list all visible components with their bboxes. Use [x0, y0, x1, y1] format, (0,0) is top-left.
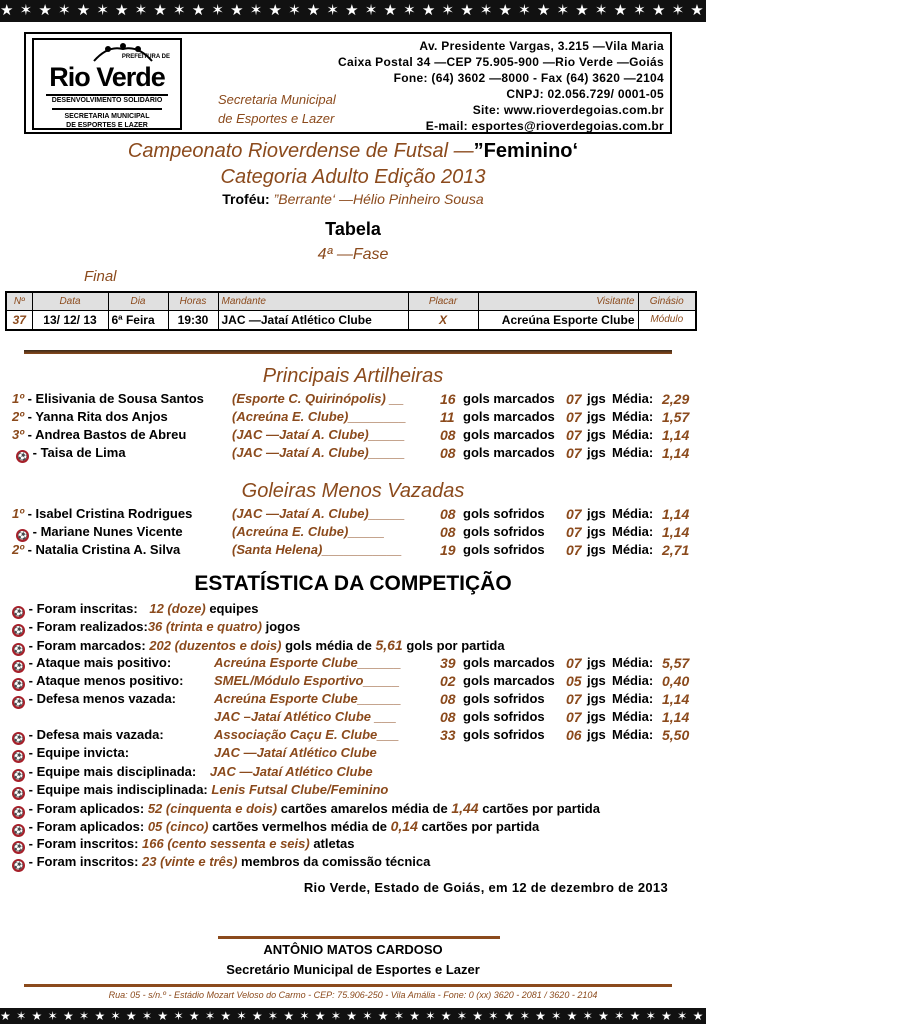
estatistica-title: ESTATÍSTICA DA COMPETIÇÃO — [194, 572, 512, 595]
goals-label: gols sofridos — [463, 506, 545, 521]
list-item: ⚽ - Foram inscritos: 23 (vinte e três) membros da comissão técnica — [13, 854, 431, 870]
soccer-ball-icon: ⚽ — [13, 752, 24, 761]
stat-team: JAC —Jataí Atlético Clube — [209, 764, 373, 779]
team-name: (JAC —Jataí A. Clube)_____ — [232, 445, 405, 460]
championship-title — [0, 140, 706, 163]
stat-suffix: atletas — [313, 836, 355, 851]
goals-value: 08 — [440, 709, 456, 725]
stat-suffix: membros da comissão técnica — [241, 854, 431, 869]
goals-label: gols marcados — [463, 391, 555, 406]
games-label: jgs — [587, 409, 606, 424]
games-value: 07 — [566, 524, 582, 540]
stat-label: Foram aplicados: — [36, 819, 145, 834]
team-name: (Santa Helena)___________ — [232, 542, 402, 557]
list-item: ⚽ - Defesa menos vazada: Acreúna Esporte Clube______ 08 gols sofridos 07 jgs Média: 1,14 — [13, 691, 690, 707]
place-date: Rio Verde, Estado de Goiás, em 12 de dezembro de 2013 — [303, 880, 668, 895]
list-item: 1º - Elisivania de Sousa Santos (Esporte C. Quirinópolis) __ 16 gols marcados 07 jgs Média: 2,29 — [12, 391, 690, 407]
stat-label: Equipe mais disciplinada: — [36, 764, 197, 779]
list-item: ⚽ - Equipe mais disciplinada: JAC —Jataí Atlético Clube — [13, 764, 373, 780]
games-label: jgs — [587, 655, 606, 670]
list-item: ⚽ - Equipe invicta: JAC —Jataí Atlético Clube — [13, 745, 377, 761]
team-name: (Acreúna E. Clube)________ — [232, 409, 407, 424]
list-item: ⚽ - Foram marcados: 202 (duzentos e dois) gols média de 5,61 gols por partida — [13, 637, 505, 654]
games-value: 07 — [566, 409, 582, 425]
games-label: jgs — [587, 673, 606, 688]
game-mandante: JAC —Jataí Atlético Clube — [218, 310, 408, 330]
player-name: Elisivania de Sousa Santos — [35, 391, 204, 406]
soccer-ball-icon: ⚽ — [13, 861, 24, 870]
goals-value: 08 — [440, 445, 456, 461]
games-label: jgs — [587, 542, 606, 557]
avg-value: 1,14 — [662, 445, 690, 461]
player-name: Natalia Cristina A. Silva — [35, 542, 181, 557]
stat-value: 23 (vinte e três) — [142, 854, 238, 869]
rank-label: 2º — [12, 409, 24, 424]
stat-label: Foram marcados: — [36, 638, 146, 653]
goals-label: gols sofridos — [463, 709, 545, 724]
stat-team: Lenis Futsal Clube/Feminino — [211, 782, 389, 797]
avg-value: 1,14 — [662, 524, 690, 540]
goals-value: 08 — [440, 427, 456, 443]
stat-avg: 1,44 — [451, 800, 479, 816]
games-value: 07 — [566, 391, 582, 407]
col-mandante: Mandante — [218, 292, 408, 310]
avg-label: Média: — [612, 427, 654, 442]
tabela-heading: Tabela — [325, 219, 381, 239]
avg-value: 1,14 — [662, 691, 690, 707]
contact-caixa: Caixa Postal 34 —CEP 75.905-900 —Rio Verde —Goiás — [338, 55, 664, 69]
col-placar: Placar — [408, 292, 478, 310]
game-dia: 6ª Feira — [108, 310, 168, 330]
goleiras-title: Goleiras Menos Vazadas — [241, 480, 465, 502]
stat-value: 166 (cento sessenta e seis) — [142, 836, 310, 851]
player-name: Yanna Rita dos Anjos — [35, 409, 168, 424]
stat-team: SMEL/Módulo Esportivo_____ — [214, 673, 400, 688]
stat-suffix: equipes — [209, 601, 259, 616]
stat-team: JAC —Jataí Atlético Clube — [214, 745, 377, 760]
soccer-ball-icon: ⚽ — [13, 808, 24, 817]
rank-label: 3º — [12, 427, 24, 442]
goals-value: 16 — [440, 391, 456, 407]
avg-label: Média: — [612, 727, 654, 742]
avg-label: Média: — [612, 409, 654, 424]
game-placar: X — [408, 310, 478, 330]
games-label: jgs — [587, 691, 606, 706]
divider — [24, 984, 672, 987]
avg-label: Média: — [612, 673, 654, 688]
games-value: 07 — [566, 691, 582, 707]
list-item: ⚽ - Ataque mais positivo: Acreúna Esporte Clube______ 39 gols marcados 07 jgs Média: 5,57 — [13, 655, 690, 671]
stat-label: Foram inscritas: — [36, 601, 138, 616]
player-name: Taisa de Lima — [40, 445, 126, 460]
avg-label: Média: — [612, 691, 654, 706]
col-visitante: Visitante — [478, 292, 638, 310]
stat-mid: gols média de — [285, 638, 372, 653]
games-label: jgs — [587, 445, 606, 460]
trofeu-label: Troféu: — [222, 191, 270, 207]
contact-email[interactable]: E-mail: esportes@rioverdegoias.com.br — [425, 119, 664, 133]
avg-value: 1,14 — [662, 506, 690, 522]
goals-label: gols marcados — [463, 409, 555, 424]
games-value: 07 — [566, 655, 582, 671]
stat-label: Defesa mais vazada: — [36, 727, 164, 742]
avg-value: 2,29 — [662, 391, 690, 407]
avg-value: 1,14 — [662, 709, 690, 725]
stat-label: Foram inscritos: — [36, 854, 139, 869]
games-label: jgs — [587, 524, 606, 539]
stat-avg: 0,14 — [390, 818, 418, 834]
title-feminino: ”Feminino‘ — [473, 140, 579, 162]
stat-value: 12 (doze) — [149, 601, 206, 616]
avg-value: 0,40 — [662, 673, 690, 689]
stat-value: 202 (duzentos e dois) — [149, 638, 282, 653]
stat-label: Ataque mais positivo: — [36, 655, 172, 670]
game-horas: 19:30 — [168, 310, 218, 330]
games-value: 07 — [566, 506, 582, 522]
list-item: ⚽ - Foram aplicados: 52 (cinquenta e dois) cartões amarelos média de 1,44 cartões por partida — [13, 800, 600, 817]
avg-label: Média: — [612, 542, 654, 557]
avg-label: Média: — [612, 506, 654, 521]
goals-value: 33 — [440, 727, 456, 743]
star-border-bottom: ★ ✶ ★ ✶ ★ ✶ ★ ✶ ★ ✶ ★ ✶ ★ ✶ ★ ✶ ★ ✶ ★ ✶ ★ ✶ ★ ✶ ★ ✶ ★ ✶ ★ ✶ ★ ✶ ★ ✶ ★ ✶ ★ ✶ ★ ✶ ★ ✶ ★ ✶ ★ ✶ ★ — [0, 1009, 736, 1023]
list-item: 3º - Andrea Bastos de Abreu (JAC —Jataí A. Clube)_____ 08 gols marcados 07 jgs Média: 1,14 — [12, 427, 690, 443]
category-title: Categoria Adulto Edição 2013 — [220, 166, 486, 188]
list-item: 2º - Yanna Rita dos Anjos (Acreúna E. Clube)________ 11 gols marcados 07 jgs Média: 1,57 — [12, 409, 690, 425]
avg-label: Média: — [612, 391, 654, 406]
final-label: Final — [84, 268, 117, 285]
stat-label: Equipe invicta: — [36, 745, 130, 760]
stat-value: 52 (cinquenta e dois) — [147, 801, 278, 816]
games-label: jgs — [587, 727, 606, 742]
games-label: jgs — [587, 709, 606, 724]
list-item: 1º - Isabel Cristina Rodrigues (JAC —Jataí A. Clube)_____ 08 gols sofridos 07 jgs Média: 1,14 — [12, 506, 690, 522]
goals-label: gols sofridos — [463, 542, 545, 557]
goals-value: 19 — [440, 542, 456, 558]
stat-label: Foram aplicados: — [36, 801, 145, 816]
soccer-ball-icon: ⚽ — [17, 452, 28, 461]
goals-label: gols marcados — [463, 655, 555, 670]
games-value: 05 — [566, 673, 582, 689]
soccer-ball-icon: ⚽ — [13, 826, 24, 835]
stat-team: JAC –Jataí Atlético Clube ___ — [214, 709, 397, 724]
soccer-ball-icon: ⚽ — [13, 734, 24, 743]
list-item: ⚽ - Foram aplicados: 05 (cinco) cartões vermelhos média de 0,14 cartões por partida — [13, 818, 540, 835]
stat-mid: cartões amarelos média de — [280, 801, 448, 816]
avg-value: 5,50 — [662, 727, 690, 743]
games-label: jgs — [587, 427, 606, 442]
goals-value: 08 — [440, 691, 456, 707]
signature-line — [218, 936, 500, 939]
list-item: ⚽ - Foram realizados:36 (trinta e quatro) jogos — [13, 619, 301, 635]
stat-suffix: cartões por partida — [482, 801, 600, 816]
secretaria-line1: Secretaria Municipal — [218, 92, 336, 107]
secretaria-label — [218, 90, 336, 128]
team-name: (JAC —Jataí A. Clube)_____ — [232, 427, 405, 442]
goals-value: 11 — [440, 409, 455, 425]
stat-team: Associação Caçu E. Clube___ — [214, 727, 399, 742]
goals-value: 08 — [440, 506, 456, 522]
games-value: 07 — [566, 445, 582, 461]
rank-label: 1º — [12, 391, 24, 406]
avg-label: Média: — [612, 655, 654, 670]
logo-dept-line1: SECRETARIA MUNICIPAL — [64, 113, 150, 120]
artilheiras-title: Principais Artilheiras — [262, 365, 444, 387]
soccer-ball-icon: ⚽ — [13, 626, 24, 635]
goals-value: 02 — [440, 673, 456, 689]
goals-label: gols sofridos — [463, 691, 545, 706]
table-row — [6, 310, 696, 330]
avg-value: 1,57 — [662, 409, 690, 425]
list-item: ⚽ - Foram inscritos: 166 (cento sessenta e seis) atletas — [13, 836, 355, 852]
trofeu — [0, 191, 706, 207]
logo-department — [52, 108, 162, 130]
stat-team: Acreúna Esporte Clube______ — [214, 655, 402, 670]
contact-cnpj: CNPJ: 02.056.729/ 0001-05 — [506, 87, 664, 101]
fase-heading: 4ª —Fase — [317, 246, 389, 263]
stat-value: 36 (trinta e quatro) — [147, 619, 262, 634]
avg-value: 5,57 — [662, 655, 690, 671]
soccer-ball-icon: ⚽ — [13, 680, 24, 689]
soccer-ball-icon: ⚽ — [13, 771, 24, 780]
soccer-ball-icon: ⚽ — [13, 645, 24, 654]
soccer-ball-icon: ⚽ — [13, 789, 24, 798]
goals-value: 08 — [440, 524, 456, 540]
trofeu-value: ”Berrante‘ —Hélio Pinheiro Sousa — [273, 191, 484, 207]
logo-dept-line2: DE ESPORTES E LAZER — [66, 122, 148, 129]
stat-label: Ataque menos positivo: — [36, 673, 184, 688]
games-value: 07 — [566, 709, 582, 725]
col-ginasio: Ginásio — [638, 292, 696, 310]
goals-label: gols sofridos — [463, 524, 545, 539]
stat-label: Foram realizados: — [36, 619, 148, 634]
star-border-top: ★ ✶ ★ ✶ ★ ✶ ★ ✶ ★ ✶ ★ ✶ ★ ✶ ★ ✶ ★ ✶ ★ ✶ ★ ✶ ★ ✶ ★ ✶ ★ ✶ ★ ✶ ★ ✶ ★ ✶ ★ ✶ ★ ✶ ★ ✶ ★ ✶ ★ ✶ ★ ✶ ★ — [0, 0, 706, 22]
list-item: ⚽ - Taisa de Lima (JAC —Jataí A. Clube)_____ 08 gols marcados 07 jgs Média: 1,14 — [17, 445, 690, 461]
stat-value: 05 (cinco) — [147, 819, 209, 834]
athletes-icon — [88, 43, 158, 63]
soccer-ball-icon: ⚽ — [17, 531, 28, 540]
games-table — [5, 291, 697, 331]
list-item: ⚽ - Defesa mais vazada: Associação Caçu E. Clube___ 33 gols sofridos 06 jgs Média: 5,50 — [13, 727, 690, 743]
games-label: jgs — [587, 506, 606, 521]
list-item: ⚽ - Foram inscritas: 12 (doze) equipes — [13, 601, 259, 617]
stat-suffix: gols por partida — [406, 638, 505, 653]
goals-value: 39 — [440, 655, 456, 671]
soccer-ball-icon: ⚽ — [13, 608, 24, 617]
soccer-ball-icon: ⚽ — [13, 698, 24, 707]
goals-label: gols marcados — [463, 673, 555, 688]
contact-fone: Fone: (64) 3602 —8000 - Fax (64) 3620 —2104 — [393, 71, 664, 85]
games-table-header — [6, 292, 696, 310]
divider — [24, 350, 672, 354]
games-value: 07 — [566, 542, 582, 558]
logo-tagline: DESENVOLVIMENTO SOLIDÁRIO — [46, 94, 168, 104]
avg-label: Média: — [612, 709, 654, 724]
team-name: (Acreúna E. Clube)_____ — [232, 524, 385, 539]
footer-address: Rua: 05 - s/n.º - Estádio Mozart Veloso do Carmo - CEP: 75.906-250 - Vila Amália - Fone: 0 (xx) 3620 - 2081 / 3620 - 2104 — [108, 990, 598, 1000]
game-visitante: Acreúna Esporte Clube — [478, 310, 638, 330]
stat-label: Equipe mais indisciplinada: — [36, 782, 208, 797]
col-horas: Horas — [168, 292, 218, 310]
rank-label: 2º — [12, 542, 24, 557]
games-value: 07 — [566, 427, 582, 443]
secretaria-line2: de Esportes e Lazer — [218, 111, 335, 126]
letterhead — [24, 32, 672, 134]
player-name: Isabel Cristina Rodrigues — [35, 506, 193, 521]
col-num: Nº — [6, 292, 32, 310]
game-num: 37 — [6, 310, 32, 330]
contact-site[interactable]: Site: www.rioverdegoias.com.br — [472, 103, 664, 117]
games-value: 06 — [566, 727, 582, 743]
team-name: (Esporte C. Quirinópolis) __ — [232, 391, 404, 406]
list-item: ⚽ - Equipe mais indisciplinada: Lenis Futsal Clube/Feminino — [13, 782, 389, 798]
stat-label: Foram inscritos: — [36, 836, 139, 851]
avg-value: 2,71 — [662, 542, 690, 558]
list-item — [12, 708, 702, 726]
logo-city: Rio Verde — [49, 62, 165, 92]
list-item: ⚽ - Ataque menos positivo: SMEL/Módulo Esportivo_____ 02 gols marcados 05 jgs Média: 0,40 — [13, 673, 690, 689]
stat-suffix: cartões por partida — [421, 819, 540, 834]
list-item: 2º - Natalia Cristina A. Silva (Santa Helena)___________ 19 gols sofridos 07 jgs Média: 2,71 — [12, 542, 690, 558]
col-dia: Dia — [108, 292, 168, 310]
stat-team: Acreúna Esporte Clube______ — [214, 691, 402, 706]
logo-prefeitura: PREFEITURA DE — [121, 54, 170, 60]
rank-label: 1º — [12, 506, 24, 521]
goals-label: gols sofridos — [463, 727, 545, 742]
game-data: 13/ 12/ 13 — [32, 310, 108, 330]
player-name: Mariane Nunes Vicente — [40, 524, 183, 539]
avg-label: Média: — [612, 445, 654, 460]
games-label: jgs — [587, 391, 606, 406]
soccer-ball-icon: ⚽ — [13, 843, 24, 852]
team-name: (JAC —Jataí A. Clube)_____ — [232, 506, 405, 521]
goals-label: gols marcados — [463, 445, 555, 460]
stat-mid: cartões vermelhos média de — [212, 819, 387, 834]
goals-label: gols marcados — [463, 427, 555, 442]
contact-info — [338, 38, 664, 134]
avg-value: 1,14 — [662, 427, 690, 443]
game-ginasio: Módulo — [638, 310, 696, 330]
soccer-ball-icon: ⚽ — [13, 662, 24, 671]
stat-avg: 5,61 — [375, 637, 403, 653]
stat-label: Defesa menos vazada: — [36, 691, 177, 706]
list-item: ⚽ - Mariane Nunes Vicente (Acreúna E. Clube)_____ 08 gols sofridos 07 jgs Média: 1,14 — [17, 524, 690, 540]
signer-role: Secretário Municipal de Esportes e Lazer — [226, 962, 480, 977]
col-data: Data — [32, 292, 108, 310]
player-name: Andrea Bastos de Abreu — [35, 427, 187, 442]
stat-suffix: jogos — [265, 619, 301, 634]
avg-label: Média: — [612, 524, 654, 539]
contact-address: Av. Presidente Vargas, 3.215 —Vila Maria — [419, 39, 664, 53]
rio-verde-logo — [32, 38, 182, 130]
signer-name: ANTÔNIO MATOS CARDOSO — [263, 942, 443, 957]
title-line1: Campeonato Rioverdense de Futsal — — [127, 140, 474, 162]
